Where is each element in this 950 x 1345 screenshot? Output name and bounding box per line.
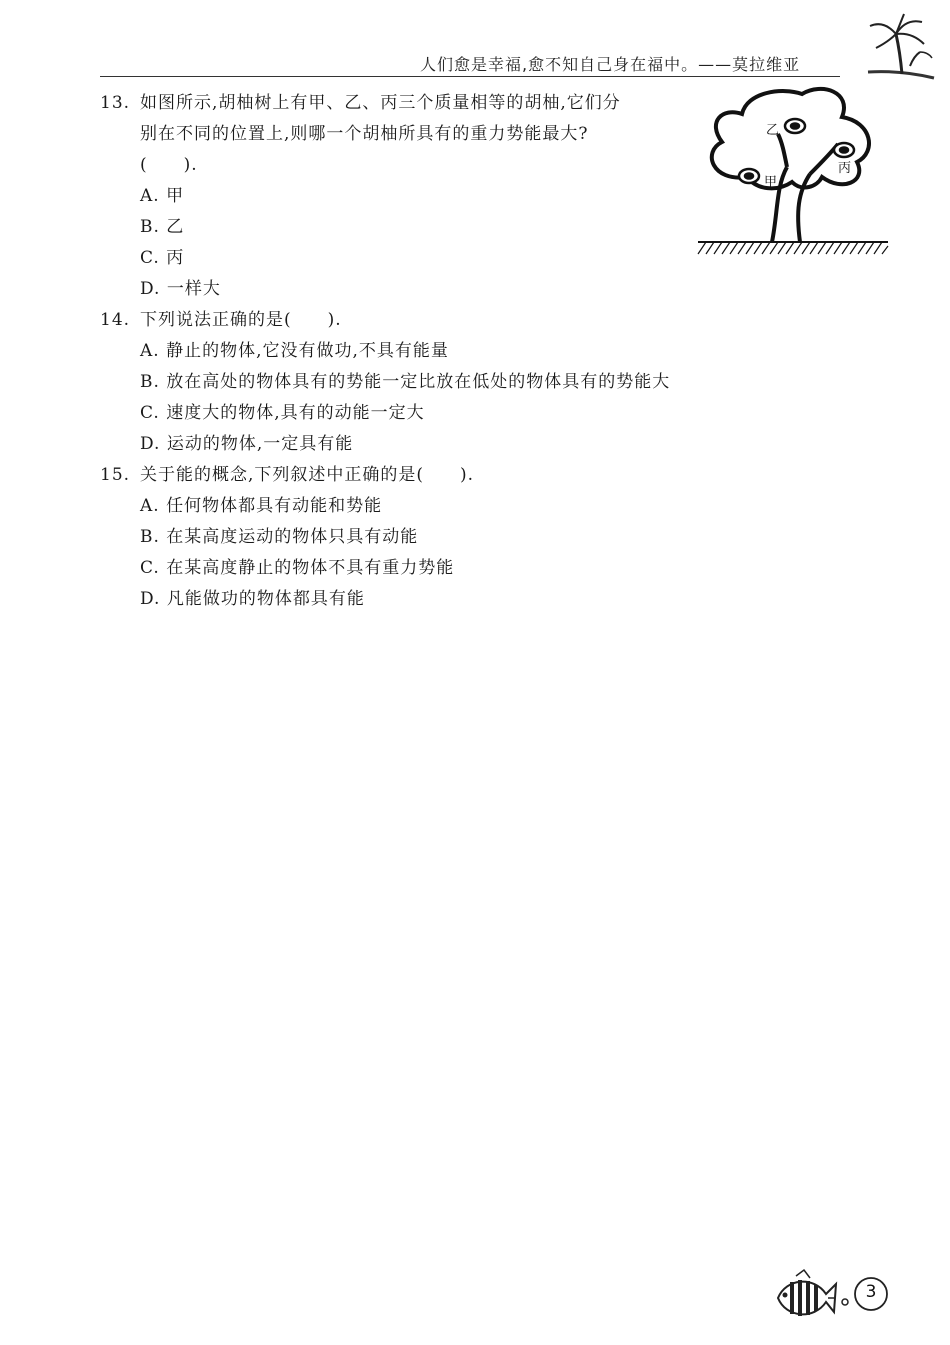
question-13-stem: 如图所示,胡柚树上有甲、乙、丙三个质量相等的胡柚,它们分 bbox=[140, 93, 621, 113]
question-14-stem: 下列说法正确的是( ). bbox=[140, 310, 342, 330]
label-yi: 乙 bbox=[766, 123, 780, 138]
pomelo-yi bbox=[785, 119, 805, 133]
question-14-option-b: B. 放在高处的物体具有的势能一定比放在低处的物体具有的势能大 bbox=[140, 372, 671, 392]
question-14-line-1 bbox=[100, 305, 860, 336]
page-footer bbox=[770, 1268, 895, 1328]
question-13-option-b: B. 乙 bbox=[140, 217, 185, 237]
question-14-number: 14. bbox=[100, 310, 131, 330]
question-15-option-b: B. 在某高度运动的物体只具有动能 bbox=[140, 527, 419, 547]
pomelo-jia bbox=[739, 169, 759, 183]
question-15-line-1 bbox=[100, 460, 860, 491]
ground-hatching bbox=[698, 242, 888, 254]
question-14-option-c: C. 速度大的物体,具有的动能一定大 bbox=[140, 403, 425, 423]
question-15-option-c: C. 在某高度静止的物体不具有重力势能 bbox=[140, 558, 455, 578]
question-15-stem: 关于能的概念,下列叙述中正确的是( ). bbox=[140, 465, 475, 485]
question-15-option-a: A. 任何物体都具有动能和势能 bbox=[140, 496, 383, 516]
palm-tree-icon bbox=[866, 12, 936, 84]
label-bing: 丙 bbox=[838, 161, 852, 176]
question-14-option-a: A. 静止的物体,它没有做功,不具有能量 bbox=[140, 341, 449, 361]
pomelo-bing bbox=[834, 143, 854, 157]
question-13-line-3: ( ). bbox=[140, 155, 198, 175]
question-13-number: 13. bbox=[100, 93, 131, 113]
header-rule bbox=[100, 76, 840, 77]
question-13-option-c: C. 丙 bbox=[140, 248, 185, 268]
question-13-option-a: A. 甲 bbox=[140, 186, 185, 206]
question-13-option-d: D. 一样大 bbox=[140, 279, 221, 299]
question-15-number: 15. bbox=[100, 465, 131, 485]
pomelo-tree-figure bbox=[692, 82, 892, 262]
question-15-option-d: D. 凡能做功的物体都具有能 bbox=[140, 589, 365, 609]
page-number: 3 bbox=[865, 1282, 877, 1302]
question-13-line-2: 别在不同的位置上,则哪一个胡柚所具有的重力势能最大? bbox=[140, 124, 589, 144]
label-jia: 甲 bbox=[764, 175, 778, 190]
question-14-option-d: D. 运动的物体,一定具有能 bbox=[140, 434, 354, 454]
header-quote: 人们愈是幸福,愈不知自己身在福中。——莫拉维亚 bbox=[420, 55, 801, 74]
